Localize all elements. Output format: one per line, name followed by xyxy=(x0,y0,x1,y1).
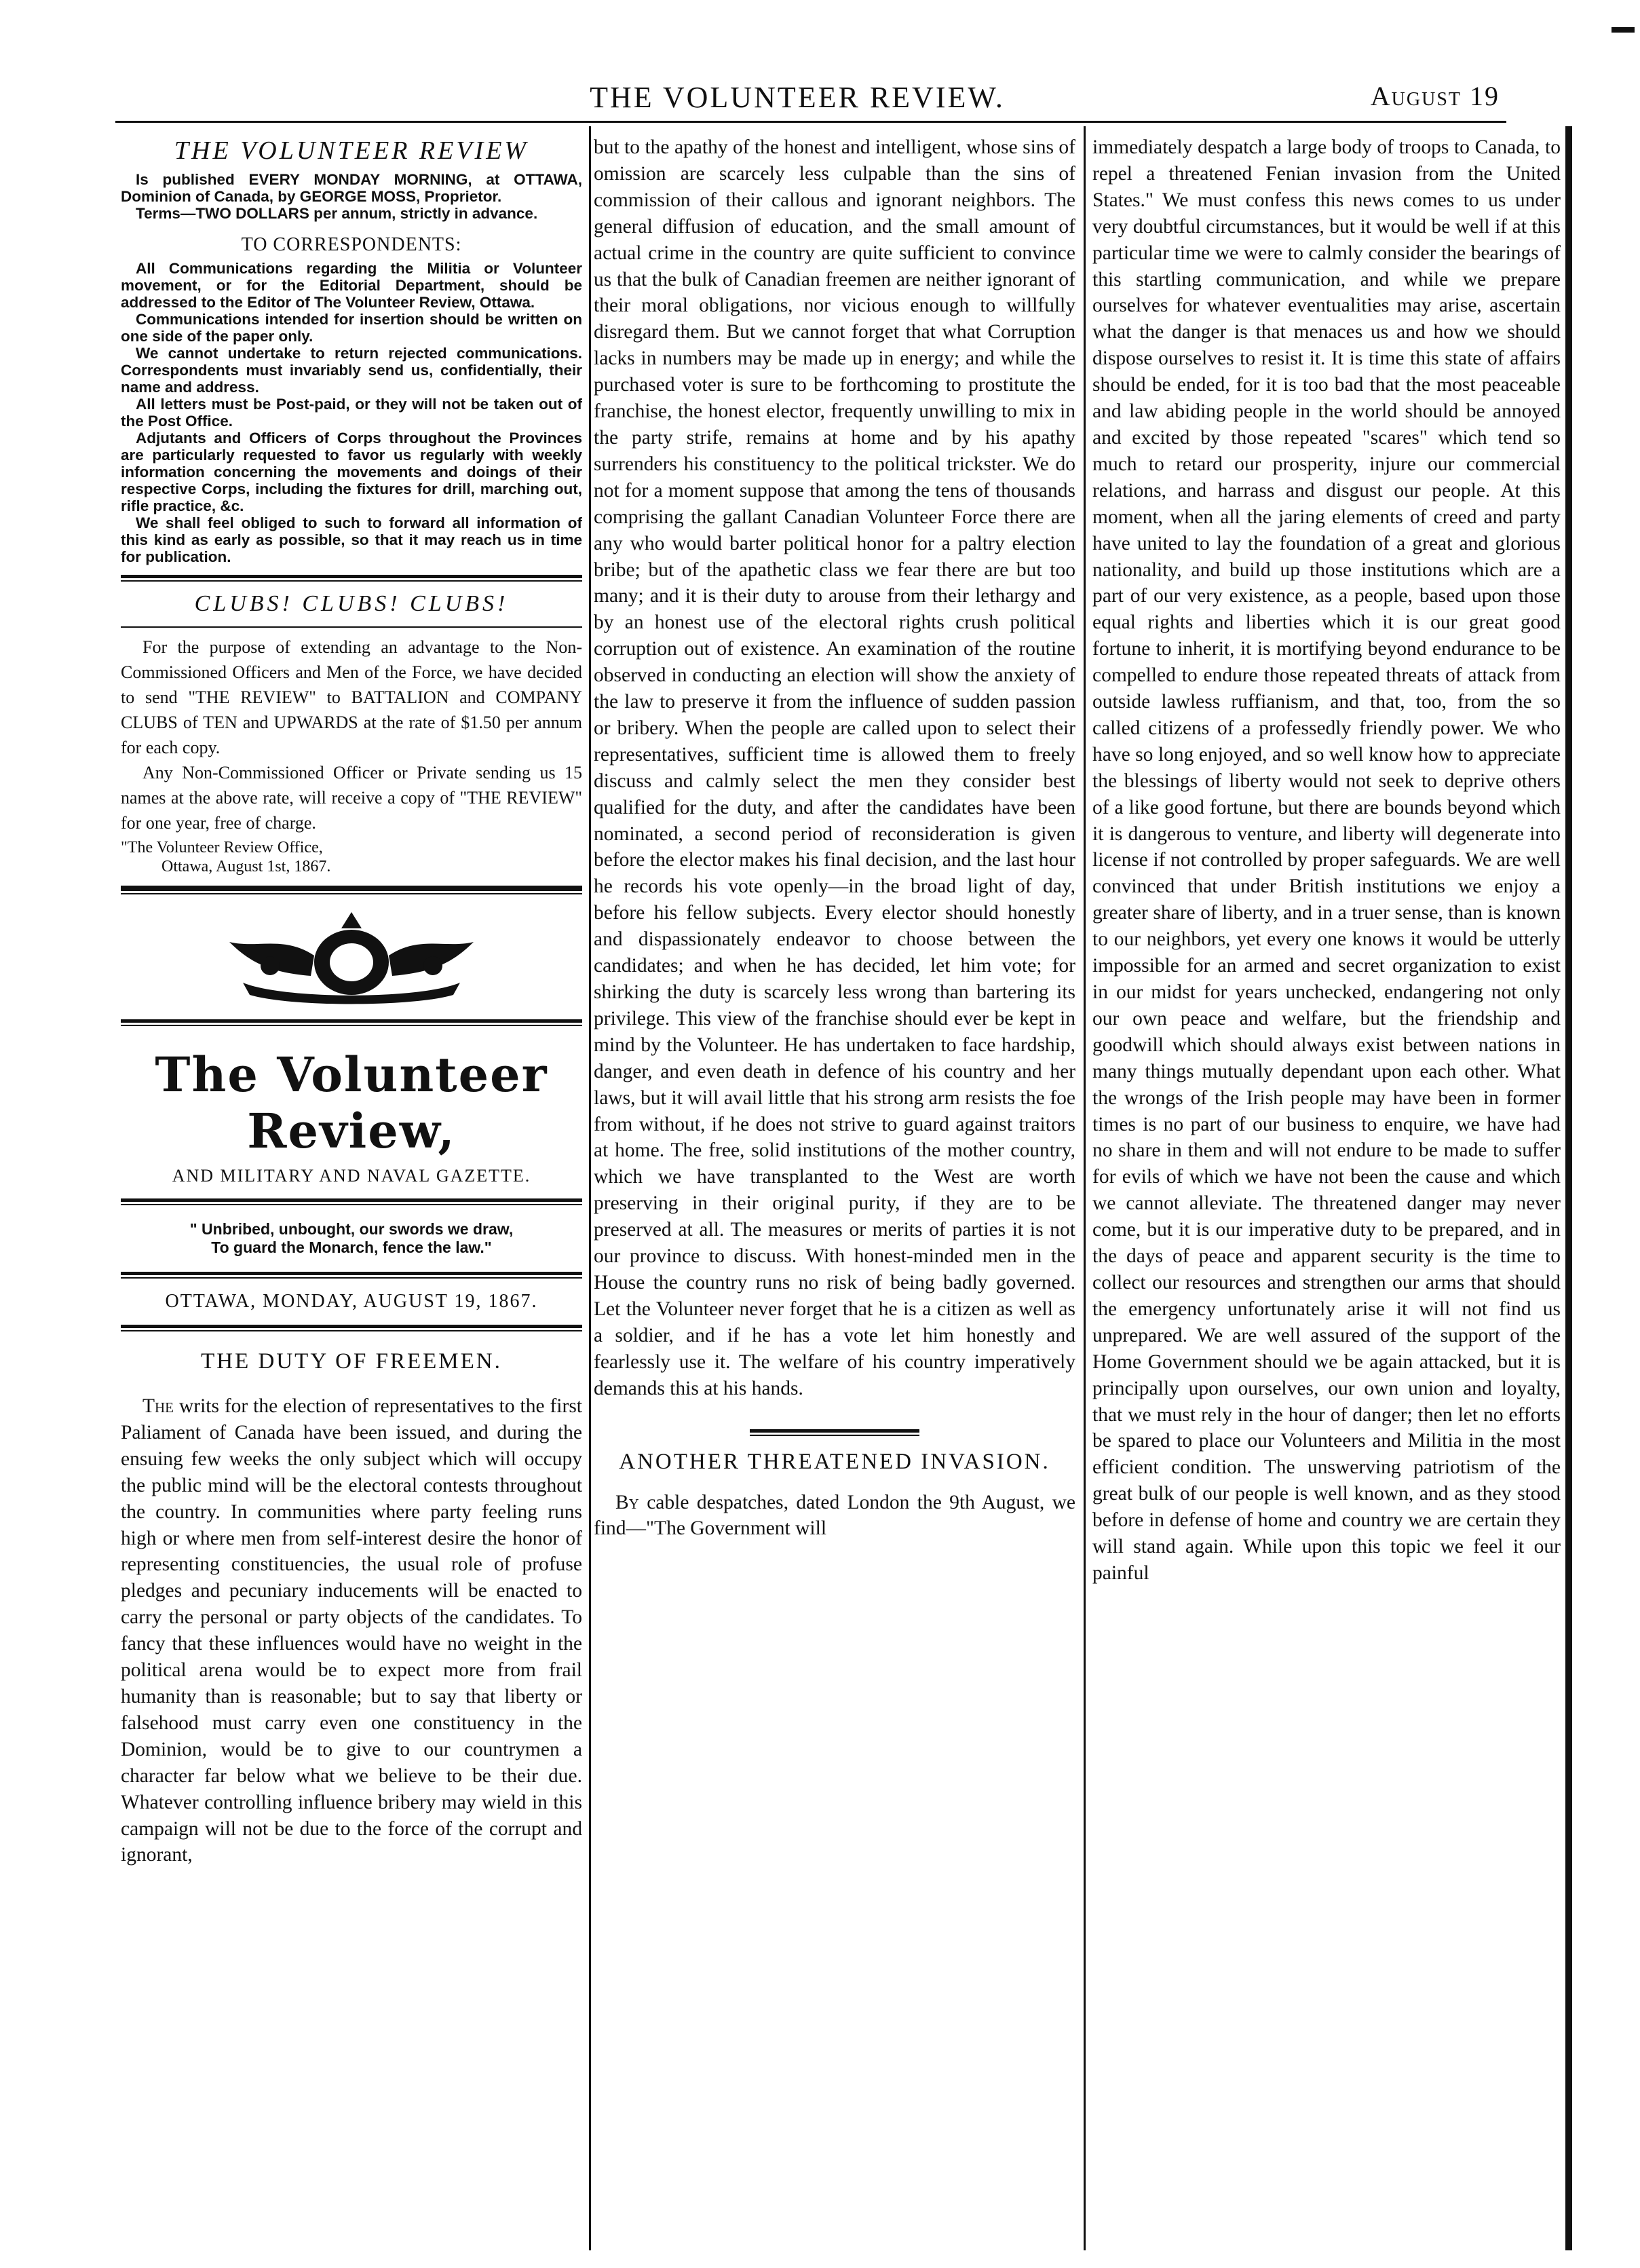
correspondents-paragraph: Communications intended for insertion should be written on one side of the paper only. xyxy=(121,311,582,345)
article-body-continued xyxy=(594,134,1075,1402)
nameplate-motto xyxy=(121,1220,582,1257)
clubs-paragraph: For the purpose of extending an advantage to the Non-Commissioned Officers and Men of the Force, we have decided to send "THE REVIEW" to BATTALION and COMPANY CLUBS of TEN and UPWARDS at the rate of $1.50 per annum for each copy. xyxy=(121,637,582,757)
clubs-signature xyxy=(121,838,582,876)
article-title: ANOTHER THREATENED INVASION. xyxy=(619,1449,1050,1474)
masthead-published: Is published EVERY MONDAY MORNING, at OTTAWA, Dominion of Canada, by GEORGE MOSS, Proprietor. xyxy=(121,171,582,205)
column-2 xyxy=(594,134,1075,2258)
article-body xyxy=(594,1490,1075,1543)
masthead-terms: Terms—TWO DOLLARS per annum, strictly in advance. xyxy=(136,205,538,222)
masthead-block xyxy=(121,171,582,222)
running-header-date: August 19 xyxy=(1370,81,1500,111)
section-rule xyxy=(121,575,582,582)
section-rule xyxy=(121,1272,582,1279)
correspondents-heading: TO CORRESPONDENTS: xyxy=(241,234,462,255)
page-edge-rule xyxy=(1565,126,1572,2250)
correspondents-notice xyxy=(121,260,582,565)
clubs-notice xyxy=(121,635,582,835)
column-3 xyxy=(1092,134,1561,2258)
section-rule xyxy=(121,1019,582,1026)
nameplate-subtitle: AND MILITARY AND NAVAL GAZETTE. xyxy=(172,1166,531,1186)
article-text: but to the apathy of the honest and intelligent, whose sins of omission are scarcely less culpable than the sins of commission of their callous and ignorant neighbors. The general diffusion of education, and the small amount of actual crime in the country are quite sufficient to convince us that the bulk of Canadian freemen are neither ignorant of their moral obligations, nor vicious enough to willfully disregard them. But we cannot forget that what Corruption lacks in numbers may be made up in energy; and while the purchased voter is sure to be forthcoming to prostitute the franchise, the honest elector, frequently unwilling to mix in the party strife, remains at home and by his apathy surrenders his constituency to the political trickster. We do not for a moment suppose that among the tens of thousands comprising the gallant Canadian Volunteer Force there are any who would barter political honor for a paltry election bribe; but of the apathetic class we fear there are but too many; and it is their duty to arouse from their lethargy and by an honest use of the electoral rights crush political corruption out of existence. An examination of the routine observed in conducting an election will show the anxiety of the law to preserve it from the influence of sudden passion or bribery. When the people are called upon to select their representatives, sufficient time is allowed them to freely discuss and calmly select the men they consider best qualified for the duty, and after the candidates have been nominated, a second period of reconsideration is given before the elector makes his final decision, and the last hour he records his vote openly—in the broad light of day, before his fellow subjects. Every elector should honestly and dispassionately endeavor to choose between the candidates; and when he has decided, let him vote; for shirking the duty is scarcely less wrong than bartering its privilege. This view of the franchise should ever be kept in mind by the Volunteer. He has undertaken to face hardship, danger, and even death in defence of his country and her laws, but it will avail little that his strong arm resists the foe from without, if he does not strive to guard against traitors at home. The free, solid institutions of the mother country, which we have transplanted to the West are worth preserving in their original purity, if they are to be preserved at all. The measures or merits of parties it is not our province to discuss. With honest-minded men in the House the country runs no risk of being badly governed. Let the Volunteer never forget that he is a citizen as well as a soldier, and if he has a vote let him honestly and fearlessly use it. The welfare of his country imperatively demands this at his hands. xyxy=(594,136,1075,1399)
correspondents-paragraph: All letters must be Post-paid, or they will not be taken out of the Post Office. xyxy=(121,396,582,430)
lead-word: By xyxy=(615,1491,639,1513)
section-rule xyxy=(121,886,582,894)
section-rule xyxy=(121,1198,582,1205)
article-text: writs for the election of representatives to the first Paliament of Canada have been issued, and during the ensuing few weeks the only subject which will occupy the public mind will be the electoral contests throughout the country. In communities where party feeling runs high or where men from self-interest desire the honor of representing constituencies, the usual role of profuse pledges and pecuniary inducements will be enacted to carry the personal or party objects of the candidates. To fancy that these influences would have no weight in the political arena would be to expect more from frail humanity than is reasonable; but to say that liberty or falsehood must carry even one constituency in the Dominion, would be to give to our countrymen a character far below what we believe to be their due. Whatever controlling influence bribery may wield in this campaign will not be due to the force of the corrupt and ignorant, xyxy=(121,1395,582,1866)
motto-line: To guard the Monarch, fence the law." xyxy=(211,1239,492,1256)
nameplate-title: The Volunteer Review, xyxy=(155,1046,548,1159)
lead-word: The xyxy=(142,1395,174,1417)
article-body xyxy=(121,1393,582,1868)
section-rule xyxy=(121,1325,582,1331)
header-rule xyxy=(115,121,1506,123)
correspondents-paragraph: We shall feel obliged to such to forward all information of this kind as early as possible, so that it may reach us in time for publication. xyxy=(121,514,582,565)
corner-mark xyxy=(1612,27,1635,33)
running-header xyxy=(115,80,1500,121)
article-title: THE DUTY OF FREEMEN. xyxy=(201,1349,502,1374)
section-rule xyxy=(750,1429,919,1436)
correspondents-paragraph: Adjutants and Officers of Corps throughout the Provinces are particularly requested to favor us regularly with weekly information concerning the movements and doings of their respective Corps, including the fixtures for drill, marching out, rifle practice, &c. xyxy=(121,430,582,514)
clubs-signature-line: Ottawa, August 1st, 1867. xyxy=(161,858,331,875)
article-body-continued xyxy=(1092,134,1561,1587)
article-text: cable despatches, dated London the 9th August, we find—"The Government will xyxy=(594,1491,1075,1540)
issue-dateline: OTTAWA, MONDAY, AUGUST 19, 1867. xyxy=(165,1291,538,1312)
clubs-paragraph: Any Non-Commissioned Officer or Private sending us 15 names at the above rate, will receive a copy of "THE REVIEW" for one year, free of charge. xyxy=(121,763,582,833)
crest-emblem-icon xyxy=(202,908,501,1010)
column-rule-2 xyxy=(1084,126,1086,2250)
section-rule xyxy=(121,626,582,628)
clubs-signature-line: "The Volunteer Review Office, xyxy=(121,839,323,856)
clubs-heading: CLUBS! CLUBS! CLUBS! xyxy=(194,591,509,616)
article-text: immediately despatch a large body of troops to Canada, to repel a threatened Fenian invasion from the United States." We must confess this news comes to us under very doubtful circumstances, but it would be well if at this particular time we were to calmly consider the bearings of this startling communication, and while we prepare ourselves for whatever eventualities may arise, ascertain what the danger is that menaces us and how we should dispose ourselves to resist it. It is time this state of affairs should be ended, for it is too bad that the most peaceable and law abiding people in the world should be annoyed and excited by those repeated "scares" which tend so much to retard our prosperity, injure our commercial relations, and harrass and disgust our people. At this moment, when all the jaring elements of creed and party have united to lay the foundation of a great and glorious nationality, and build up those institutions which are a part of our very existence, as a people, based upon those equal rights and liberties which it is our great good fortune to inherit, it is mortifying beyond endurance to be compelled to endure those repeated threats of attack from outside lawless ruffianism, and that, too, from the so called citizens of a professedly friendly power. We who have so long enjoyed, and so well know how to appreciate the blessings of liberty would not seek to deprive others of a like good fortune, but there are bounds beyond which it is dangerous to venture, and liberty will degenerate into license if not controlled by proper safeguards. We are well convinced that under British institutions we enjoy a greater share of liberty, and in a truer sense, than is known to our neighbors, yet every one knows it would be utterly impossible for an armed and secret organization to exist in our midst for years unchecked, endangering not only our own peace and welfare, but the friendship and goodwill which should always exist between nations in many things mutually dependant upon each other. What the wrongs of the Irish people may have been in former times is no part of our business to enquire, we have had no share in them and will not endure to be made to suffer for evils of which we have not been the cause and which we cannot alleviate. The threatened danger may never come, but it is our imperative duty to be prepared, and in the days of peace and apparent security is the time to collect our resources and strengthen our arms that should the emergency unfortunately arise it will not find us unprepared. We are well assured of the support of the Home Government should we be again attacked, but it is principally upon ourselves, our own union and loyalty, that we must rely in the hour of danger; then let no efforts be spared to place our Volunteers and Militia in the most efficient condition. The unswerving patriotism of the great bulk of our people is well known, and as they stood before in defense of home and country we are certain they will stand again. While upon this topic we feel it our painful xyxy=(1092,136,1561,1584)
masthead-title: THE VOLUNTEER REVIEW xyxy=(174,136,529,165)
motto-line: " Unbribed, unbought, our swords we draw, xyxy=(189,1220,514,1238)
column-rule-1 xyxy=(589,126,591,2250)
correspondents-paragraph: All Communications regarding the Militia or Volunteer movement, or for the Editorial Department, should be addressed to the Editor of The Volunteer Review, Ottawa. xyxy=(121,260,582,311)
correspondents-paragraph: We cannot undertake to return rejected communications. Correspondents must invariably send us, confidentially, their name and address. xyxy=(121,345,582,396)
column-1 xyxy=(121,134,582,2258)
running-header-title: THE VOLUNTEER REVIEW. xyxy=(590,81,1005,114)
